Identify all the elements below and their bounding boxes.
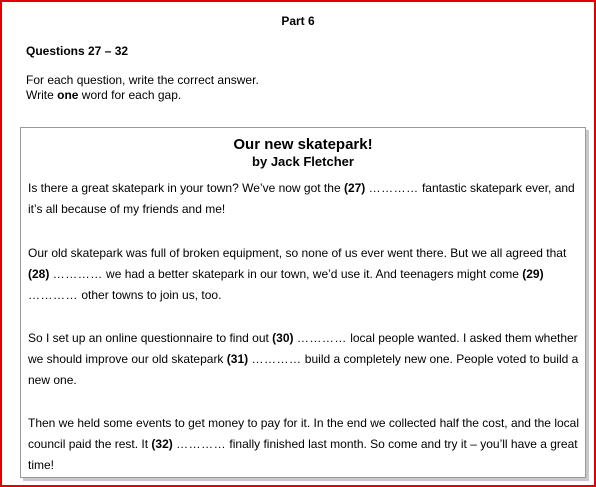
instructions [26,73,259,103]
paragraph-text: we had a better skatepark in our town, we’d use it. And teenagers might come [102,267,523,281]
paragraph-text: Is there a great skatepark in your town? We’ve now got the [28,181,344,195]
gap-28-number: (28) [28,267,50,281]
part-title: Part 6 [281,14,315,28]
gap-30[interactable]: ………… [296,331,347,345]
gap-31-number: (31) [226,352,249,366]
instruction-text: word for each gap. [78,88,182,102]
article-box [20,127,586,478]
gap-29-number: (29) [522,267,544,281]
paragraph-3 [28,328,584,391]
instruction-emphasis: one [57,88,79,102]
paragraph-text: fantastic skatepark ever, and it’s all because of my friends and me! [28,181,575,216]
gap-32-number: (32) [151,437,173,451]
instruction-line-2 [26,88,259,103]
paragraph-1 [28,178,584,220]
instruction-line-1: For each question, write the correct answer. [26,73,259,87]
gap-32[interactable]: ………… [176,437,227,451]
gap-27[interactable]: ………… [368,181,419,195]
article-byline: by Jack Fletcher [252,154,354,169]
article-title: Our new skatepark! [233,136,373,153]
paragraph-text: finally finished last month. So come and try it – you’ll have a great time! [28,437,578,472]
gap-31[interactable]: ………… [251,352,302,366]
gap-30-number: (30) [272,331,294,345]
paragraph-text: other towns to join us, too. [78,288,222,302]
instruction-text: Write [26,88,58,102]
paragraph-2 [28,243,584,306]
gap-27-number: (27) [343,181,366,195]
questions-heading: Questions 27 – 32 [26,44,129,58]
paragraph-text: local people wanted. I asked them whether we should improve our old skatepark [28,331,578,366]
gap-29[interactable]: ………… [28,288,78,302]
paragraph-text: Our old skatepark was full of broken equipment, so none of us ever went there. But we all agreed that [28,246,567,260]
paragraph-4 [28,413,584,476]
paragraph-text: build a completely new one. People voted to build a new one. [28,352,579,387]
paragraph-text: Then we held some events to get money to pay for it. In the end we collected half the cost, and the local council paid the rest. It [28,416,579,451]
gap-28[interactable]: ………… [52,267,103,281]
paragraph-text: So I set up an online questionnaire to find out [28,331,273,345]
